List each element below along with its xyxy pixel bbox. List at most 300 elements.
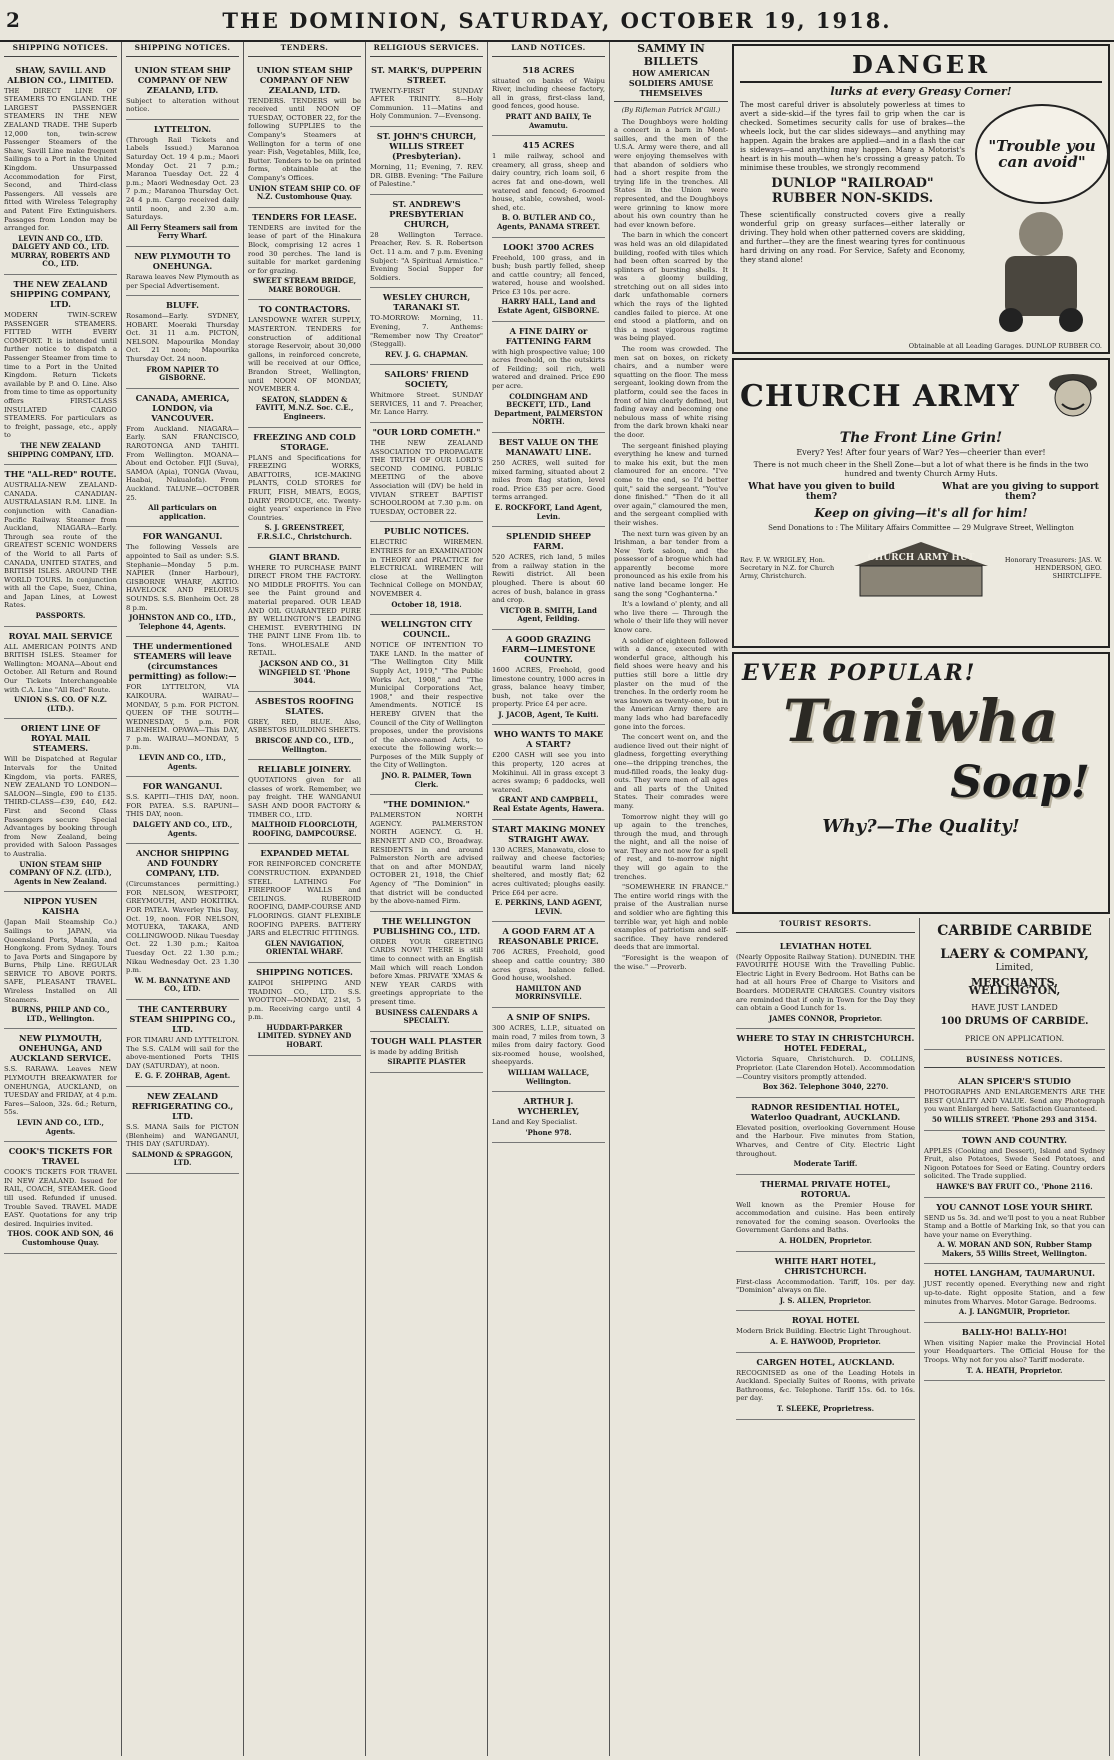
column-story [610, 42, 732, 1756]
ad-body: THE DIRECT LINE OF STEAMERS TO ENGLAND. THE LARGEST PASSENGER STEAMERS IN THE NEW ZEALAND TRADE. THE Superb 12,000 ton, twin-screw Passenger Steamers of the Shaw, Savill Line make frequent Sailings to a Port in the United Kingdom. Unsurpassed Accommodation for First, Second, and Third-class Passengers. All vessels are fitted with Wireless Telegraphy and Patent Fire Extinguishers. Passages from London may be arranged for. [4, 86, 117, 233]
ad-heading: FOR WANGANUI. [142, 781, 223, 792]
church-army-org-right: Honorary Treasurers: JAS. W. HENDERSON, GEO. SHIRTCLIFFE. [1004, 556, 1102, 580]
ad-footer: HUDDART-PARKER LIMITED. SYDNEY AND HOBART. [257, 1022, 352, 1050]
business-body: JUST recently opened. Everything new and right up-to-date. Right opposite Station, and a few minutes from Wharves. Motor Garage. Bedrooms. [924, 1280, 1105, 1306]
soldier-grin-illustration [1044, 364, 1102, 428]
speech-bubble: "Trouble you can avoid" [975, 104, 1109, 204]
business-body: SEND us 5s. 3d. and we'll post to you a neat Rubber Stamp and a Bottle of Marking Ink, so that you can have your name on Everything. [924, 1213, 1105, 1239]
ad-body: FOR TIMARU AND LYTTELTON. The S.S. CALM will sail for the above-mentioned Ports THIS DAY (SATURDAY), at noon. [126, 1035, 239, 1070]
ad-body: MODERN TWIN-SCREW PASSENGER STEAMERS. FITTED WITH EVERY COMFORT. It is intended until further notice to dispatch a Passenger Steamer from time to time to a Port in the United Kingdom. Return Tickets available by P. and O. Line. Also from time to time as opportunity offers FIRST-CLASS INSULATED CARGO STEAMERS. For particulars as to freight, passage, etc., apply to [4, 311, 117, 440]
business-name: YOU CANNOT LOSE YOUR SHIRT. [936, 1201, 1093, 1212]
classified-ad [370, 365, 483, 423]
business-name: TOWN AND COUNTRY. [961, 1134, 1068, 1145]
classified-ad [370, 795, 483, 912]
classified-ad [248, 760, 361, 844]
ad-heading: SAILORS' FRIEND SOCIETY, [384, 369, 469, 390]
business-name: HOTEL LANGHAM, TAUMARUNUI. [933, 1268, 1096, 1279]
classified-ad [248, 548, 361, 692]
classified-ad [4, 719, 117, 892]
ad-footer: BRISCOE AND CO., LTD., Wellington. [255, 736, 354, 754]
ad-heading: GIANT BRAND. [269, 551, 340, 562]
ad-body: TO-MORROW: Morning, 11. Evening, 7. Anthems: "Remember now Thy Creator" (Steggall). [370, 314, 483, 349]
column-tourist-resorts [732, 918, 920, 1756]
ad-footer: GRANT AND CAMPBELL, Real Estate Agents, Hawera. [492, 795, 605, 814]
ad-heading: ST. JOHN'S CHURCH, WILLIS STREET (Presbyterian). [376, 130, 477, 161]
story-paragraph: A soldier of eighteen followed with a dance, executed with wonderful grace, although his field shoes were heavy and his putties still bore a little dry plaster on the mud of the trenches. In the orderly room he was known as twenty-one, but in the American Army there are many lads who had barefacedly gone into the forces. [614, 636, 728, 731]
ad-heading: THE "ALL-RED" ROUTE. [4, 469, 117, 480]
ad-body: 706 ACRES, Freehold, good sheep and cattle country; 380 acres grass, balance felled. Good house, woolshed. [492, 948, 605, 983]
ad-heading: PUBLIC NOTICES. [384, 526, 469, 537]
tourist-resort-ad [736, 1098, 915, 1175]
ad-body: ELECTRIC WIREMEN. ENTRIES for an EXAMINATION in THEORY and PRACTICE for ELECTRICAL WIREMEN will close at the Wellington Technical College on MONDAY, NOVEMBER 4. [370, 538, 483, 598]
classified-ad [248, 61, 361, 208]
taniwha-question: Why?—The Quality! [822, 816, 1020, 837]
ad-heading: ASBESTOS ROOFING SLATES. [255, 695, 354, 716]
classified-ad [370, 288, 483, 365]
resort-name: ROYAL HOTEL [791, 1315, 860, 1326]
business-notice [924, 1198, 1105, 1265]
church-army-donations: Send Donations to : The Military Affairs Committee — 29 Mulgrave Street, Wellington [768, 524, 1074, 532]
classified-ad [126, 777, 239, 844]
ad-body: PLANS and Specifications for FREEZING WORKS, ABATTOIRS, ICE-MAKING PLANTS, COLD STORES for FRUIT, FISH, MEATS, EGGS, DAIRY PRODUCE, etc. Twenty-eight years' experience in Five Countries. [248, 453, 361, 522]
ad-body: GREY, RED, BLUE. Also, ASBESTOS BUILDING SHEETS. [248, 717, 361, 735]
classified-ad [370, 615, 483, 795]
classified-ad [4, 627, 117, 720]
resort-name: LEVIATHAN HOTEL [779, 940, 872, 951]
classified-ad [492, 433, 605, 527]
classified-ad [4, 465, 117, 627]
ad-footer: FROM NAPIER TO GISBORNE. [146, 364, 219, 383]
ad-footer: E. PERKINS, LAND AGENT, LEVIN. [494, 898, 603, 916]
ad-body: £200 CASH will see you into this property, 120 acres at Mokihinui. All in grass except 3 acres swamp; 6 paddocks, well watered. [492, 751, 605, 794]
ad-heading: "THE DOMINION." [383, 799, 470, 810]
ad-heading: RELIABLE JOINERY. [257, 764, 352, 775]
ad-footer: HAMILTON AND MORRINSVILLE. [515, 983, 582, 1002]
ad-heading: FOR WANGANUI. [142, 531, 223, 542]
classified-ad [4, 1029, 117, 1142]
classified-ad [126, 1000, 239, 1087]
ad-body: is made by adding British [370, 1047, 459, 1056]
ad-footer: THOS. COOK AND SON, 46 Customhouse Quay. [7, 1229, 114, 1247]
church-army-slogan: Keep on giving—it's all for him! [814, 506, 1028, 520]
taniwha-product: Soap! [950, 757, 1090, 808]
page-number: 2 [6, 8, 20, 32]
ad-body: 130 ACRES, Manawatu, close to railway and cheese factories; beautiful warm land nicely sheltered, and mostly flat; 62 acres cultivated; ploughs easily. Price £64 per acre. [492, 845, 605, 897]
carbide-drums: 100 DRUMS OF CARBIDE. [940, 1016, 1089, 1028]
ad-body: (Through Rail Tickets and Labels Issued.) Maranoa Saturday Oct. 19 4 p.m.; Maori Monday Oct. 21 7 p.m.; Maranoa Tuesday Oct. 22 4 p.m.; Maori Wednesday Oct. 23 7 p.m.; Maranoa Thursday Oct. 24 4 p.m. Cargo received daily until noon, and 2.30 a.m. Saturdays. [126, 135, 239, 222]
resort-footer: J. S. ALLEN, Proprietor. [779, 1295, 872, 1305]
ad-footer: E. G. F. ZOHRAB, Agent. [134, 1071, 231, 1081]
ad-body: S.S. MANA Sails for PICTON (Blenheim) and WANGANUI, THIS DAY (SATURDAY). [126, 1122, 239, 1149]
ad-heading: ORIENT LINE OF ROYAL MAIL STEAMERS. [20, 723, 101, 754]
church-army-title: CHURCH ARMY [740, 378, 1020, 414]
ad-heading: SHAW, SAVILL AND ALBION CO., LIMITED. [7, 64, 114, 85]
business-heading: BUSINESS NOTICES. [924, 1054, 1105, 1069]
hut-sign: CHURCH ARMY HUT [867, 553, 975, 563]
story-subtitle: HOW AMERICAN SOLDIERS AMUSE THEMSELVES [614, 68, 728, 102]
story-paragraph: The room was crowded. The men sat on boxes, on rickety chairs, and a number were squatting on the floor. The mess sergeant, looking down from the platform, could see the faces in front of him clearly defined, but fading away and becoming one nebulous mass of white rising from the dark brown khaki near the door. [614, 345, 728, 439]
ad-footer: E. ROCKFORT, Land Agent, Levin. [494, 502, 603, 521]
classified-ad [370, 423, 483, 522]
ad-heading: BLUFF. [165, 300, 200, 311]
ad-heading: A GOOD GRAZING FARM—LIMESTONE COUNTRY. [501, 633, 596, 664]
story-paragraph: The next turn was given by an Irishman, a bar tender from a New York saloon, and the possessor of a brogue which had apparently become more pronounced as his exile from his native land became longer. He sang the song "Coghanterna." [614, 529, 728, 598]
ad-footer: UNION STEAM SHIP CO. OF N.Z. Customhouse Quay. [248, 183, 361, 202]
business-body: APPLES (Cooking and Dessert), Island and Sydney Fruit, also Potatoes, Swede Seed Potatoes, and Nigoon Potatoes for Seed or Eating. Country orders solicited. The Trade supplied. [924, 1146, 1105, 1181]
story-title: SAMMY IN BILLETS [637, 42, 705, 68]
ad-footer: LEVIN AND CO., LTD., Agents. [17, 1118, 104, 1136]
church-army-body: There is not much cheer in the Shell Zone—but a lot of what there is he finds in the two hundred and twenty Church Army Huts. [753, 460, 1089, 478]
taniwha-soap-ad [732, 652, 1110, 914]
ad-body: The following Vessels are appointed to Sail as under: S.S. Stephanie—Monday 5 p.m. NAPIER (Inner Harbour), GISBORNE WHARF, AKITIO. HAVELOCK AND PELORUS SOUNDS. S.S. Blenheim Oct. 28 8 p.m. [126, 543, 239, 612]
column-shipping-1 [0, 42, 122, 1756]
column-land-notices [488, 42, 610, 1756]
classified-ad [126, 637, 239, 777]
ad-footer: COLDINGHAM AND BECKETT, LTD., Land Department, PALMERSTON NORTH. [494, 391, 603, 427]
business-notice [924, 1323, 1105, 1381]
resort-footer: Moderate Tariff. [793, 1159, 858, 1169]
classified-ad [4, 892, 117, 1029]
business-footer: A. J. LANGMUIR, Proprietor. [958, 1307, 1071, 1317]
classified-ad [4, 275, 117, 465]
ad-heading: CANADA, AMERICA, LONDON, via VANCOUVER. [135, 392, 230, 423]
church-army-ad [732, 358, 1110, 648]
ad-body: Land and Key Specialist. [492, 1118, 578, 1127]
ad-heading: A GOOD FARM AT A REASONABLE PRICE. [498, 926, 599, 947]
business-body: When visiting Napier make the Provincial Hotel your Headquarters. The Official House for the Troops. Why not for you also? Tariff moderate. [924, 1338, 1105, 1365]
ad-heading: TO CONTRACTORS. [258, 304, 351, 315]
ad-body: Whitmore Street. SUNDAY SERVICES, 11 and 7. Preacher, Mr. Lance Harry. [370, 391, 483, 417]
dunlop-illustration [971, 100, 1102, 340]
ad-body: Subject to alteration without notice. [126, 96, 239, 114]
ad-body: Morning, 11; Evening, 7. REV. DR. GIBB. Evening: "The Failure of Palestine." [370, 162, 483, 189]
business-footer: T. A. HEATH, Proprietor. [966, 1365, 1063, 1375]
story-paragraph: The barn in which the concert was held was an old dilapidated building, roofed with tiles which had been often scarred by the splinters of bursting shells. It was a gloomy building, stretching out on all sides into dark unfathomable corners which the rays of the lighted candles failed to pierce. At one end stood a platform, and on this a most vigorous ragtime was being played. [614, 231, 728, 343]
resort-name: WHERE TO STAY IN CHRISTCHURCH. HOTEL FEDERAL, [736, 1033, 915, 1054]
classified-ad [126, 247, 239, 296]
ad-footer: JNO. R. PALMER, Town Clerk. [381, 771, 472, 789]
business-body: PHOTOGRAPHS AND ENLARGEMENTS ARE THE BEST QUALITY AND VALUE. Send any Photograph you want Enlarged here. Satisfaction Guaranteed. [924, 1088, 1105, 1114]
resort-body: RECOGNISED as one of the Leading Hotels in Auckland. Specially Suites of Rooms, with private Bathrooms, &c. Telephone. Tariff 15s. 6d. to 16s. per day. [736, 1368, 915, 1403]
ad-body: 300 ACRES, L.I.P., situated on main road, 7 miles from town, 3 miles from dairy factory. Good six-roomed house, woolshed, sheepyards. [492, 1023, 605, 1067]
ad-footer: W. M. BANNATYNE AND CO., LTD. [134, 975, 231, 994]
danger-body-text-2: These scientifically constructed covers give a really wonderful grip on greasy surfaces—either laterally or driving. They hold when other patterned covers are skidding, and further—they are the finest wearing tyres for continuous hard driving on any road. For Service, Safety and Economy, they stand alone! [740, 210, 965, 264]
resort-name: CARGEN HOTEL, AUCKLAND. [756, 1356, 895, 1367]
business-notice [924, 1072, 1105, 1130]
story-paragraph: "SOMEWHERE IN FRANCE." The entire world rings with the praise of the Australian nurse and soldier who are fighting this terrible war, yet high and noble examples of patriotism and self-sacrifice. They have rendered deeds that are immortal. [614, 883, 728, 952]
classified-ad [492, 630, 605, 726]
classified-ad [126, 389, 239, 528]
column-religious-public [366, 42, 488, 1756]
danger-body-text: The most careful driver is absolutely powerless at times to avert a side-skid—if the tyres fail to grip when the car is checked. Sometimes security calls for use of brakes—the wheels lock, but the car slides sideways—and anything may happen. Again the brakes are applied—and in a flash the car is sideways—and anything may happen. Many a Motorist's heart is in his mouth—when he's crossing a greasy patch. To minimise these troubles, we strongly recommend [740, 100, 965, 172]
resort-body: (Nearly Opposite Railway Station). DUNEDIN. THE FAVOURITE HOUSE With the Travelling Public. Electric Light in Every Bedroom. Hot Baths can be had at all hours Free of Charge to Visitors and Boarders. MODERATE CHARGES. Country visitors are reminded that if only in Town for the Day they can obtain a Good Lunch for 1s. [736, 952, 915, 1013]
hut-illustration [846, 536, 996, 600]
classified-ad [492, 922, 605, 1008]
ad-body: KAIPOI SHIPPING AND TRADING CO., LTD. S.S. WOOTTON—MONDAY, 21st, 5 p.m. Receiving cargo until 4 p.m. [248, 978, 361, 1022]
ad-heading: TOUGH WALL PLASTER [371, 1035, 482, 1046]
tourist-resort-ad [736, 1175, 915, 1252]
ad-body: Will be Dispatched at Regular Intervals for the United Kingdom, via ports. FARES, NEW ZEALAND TO LONDON—SALOON—Single, £90 to £135. THIRD-CLASS—£39, £40, £42. First and Second Class Passengers secure Special Advantages by booking through from New Zealand, being provided with Saloon Passages to Australia. [4, 755, 117, 858]
ad-body: with high prospective value; 100 acres freehold, on the outskirts of Feilding; soil rich, well watered and drained. Price £90 per acre. [492, 347, 605, 391]
classified-ad [126, 1087, 239, 1174]
church-army-left-q: What have you given to build them? [748, 482, 895, 502]
classified-ad [4, 1142, 117, 1253]
tourist-resort-ad [736, 1353, 915, 1420]
dunlop-danger-ad [732, 44, 1110, 354]
resort-footer: JAMES CONNOR, Proprietor. [768, 1013, 883, 1023]
column-shipping-2 [122, 42, 244, 1756]
tourist-heading: TOURIST RESORTS. [736, 918, 915, 933]
ad-footer: GLEN NAVIGATION, ORIENTAL WHARF. [264, 938, 345, 957]
column-heading: SHIPPING NOTICES. [4, 42, 117, 57]
danger-subtitle: lurks at every Greasy Corner! [830, 85, 1012, 98]
ad-body: TENDERS are invited for the lease of part of the Hinakura Block, comprising 12 acres 1 rood 30 perches. The land is suitable for market gardening or for grazing. [248, 223, 361, 275]
resort-body: Modern Brick Building. Electric Light Throughout. [736, 1327, 912, 1336]
ad-heading: ROYAL MAIL SERVICE [8, 630, 113, 641]
ad-footer: DALGETY AND CO., LTD., Agents. [132, 820, 233, 838]
ad-body: S.S. KAPITI—THIS DAY, noon. FOR PATEA. S.S. RAPUNI—THIS DAY, noon. [126, 793, 239, 819]
column-heading: TENDERS. [248, 42, 361, 57]
ad-body: PALMERSTON NORTH AGENCY. PALMERSTON NORTH AGENCY. G. H. BENNETT AND CO., Broadway. RESIDENTS in and around Palmerston North are advised that on and after MONDAY, OCTOBER 21, 1918, the Chief Agency of "The Dominion" in that district will be conducted by the above-named Firm. [370, 811, 483, 906]
resort-body: First-class Accommodation. Tariff, 10s. per day. "Dominion" always on file. [736, 1277, 915, 1295]
ad-footer: JACKSON AND CO., 31 WINGFIELD ST. 'Phone 3044. [258, 659, 351, 686]
story-paragraph: The Doughboys were holding a concert in a barn in Mont-sailles, and the men of the U.S.A. Army were there, and all were enjoying themselves with that abandon of soldiers who had a short respite from the trying life in the trenches. All States in the Union were represented, and the Doughboys were grinning to know more about his own country than he had ever known before. [614, 117, 728, 229]
ad-footer: UNION STEAM SHIP COMPANY OF N.Z. (LTD.), Agents in New Zealand. [9, 859, 112, 886]
ad-footer: MALTHOID FLOORCLOTH, ROOFING, DAMPCOURSE. [251, 820, 358, 838]
ad-body: TWENTY-FIRST SUNDAY AFTER TRINITY. 8—Holy Communion. 11—Matins and Holy Communion. 7—Evensong. [370, 86, 483, 121]
classified-ad [370, 61, 483, 127]
ad-footer: SIRAPITE PLASTER [387, 1057, 466, 1067]
business-name: ALAN SPICER'S STUDIO [958, 1076, 1071, 1087]
classified-ad [370, 522, 483, 615]
tourist-resort-ad [736, 1029, 915, 1097]
business-notice [924, 1131, 1105, 1198]
business-list [924, 1072, 1105, 1381]
newspaper-title: THE DOMINION, SATURDAY, OCTOBER 19, 1918. [222, 8, 892, 33]
ad-footer: BURNS, PHILP AND CO., LTD., Wellington. [11, 1005, 110, 1023]
classified-ad [492, 725, 605, 819]
ad-heading: LOOK! 3700 ACRES [502, 241, 595, 252]
ad-body: ORDER YOUR GREETING CARDS NOW! THERE is still time to connect with an English Mail which will reach London before Xmas. PRIVATE 'XMAS & NEW YEAR CARDS with greetings appropriate to the present time. [370, 937, 483, 1006]
classified-ad [492, 61, 605, 137]
ad-body: LANSDOWNE WATER SUPPLY, MASTERTON. TENDERS for construction of additional storage Reservoir, about 30,000 gallons, in reinforced concrete, will be received at our Office, Brandon Street, Wellington, until NOON OF MONDAY, NOVEMBER 4. [248, 316, 361, 394]
ad-heading: NIPPON YUSEN KAISHA [23, 896, 98, 917]
ad-heading: SHIPPING NOTICES. [256, 966, 353, 977]
story-paragraph: Tomorrow night they will go up again to the trenches, through the mud, and through the night, and all the noise of war. They are not now for a spell of rest, and to-morrow night they will go again to the trenches. [614, 812, 728, 881]
ad-body: THE NEW ZEALAND ASSOCIATION TO PROPAGATE THE TRUTH OF OUR LORD'S SECOND COMING. PUBLIC MEETING of the above Association will (DV) be held in VIVIAN STREET BAPTIST SCHOOLROOM at 7.30 p.m. on TUESDAY, OCTOBER 22. [370, 439, 483, 516]
ad-heading: UNION STEAM SHIP COMPANY OF NEW ZEALAND, LTD. [256, 64, 353, 95]
ad-footer: BUSINESS CALENDARS A SPECIALTY. [375, 1007, 478, 1026]
ad-footer: SEATON, SLADDEN & FAVITT, M.N.Z. Soc. C.E., Engineers. [255, 394, 354, 421]
classified-ad [126, 844, 239, 1000]
classified-ad [248, 208, 361, 301]
column-tenders [244, 42, 366, 1756]
classified-ad [370, 912, 483, 1032]
taniwha-brand: Taniwha [782, 687, 1060, 755]
resort-body: Elevated position, overlooking Government House and the Harbour. Five minutes from Station, Wharves, and Centre of City. Electric Light throughout. [736, 1123, 915, 1158]
ad-heading: WELLINGTON CITY COUNCIL. [380, 619, 473, 640]
ad-body: 1600 ACRES, Freehold, good limestone country, 1000 acres in grass, balance heavy timber, bush, not take over the property. Price £4 per acre. [492, 665, 605, 709]
column-heading: LAND NOTICES. [492, 42, 605, 57]
ad-heading: A SNIP OF SNIPS. [506, 1011, 591, 1022]
danger-foot: Obtainable at all Leading Garages. DUNLOP RUBBER CO. [908, 342, 1102, 350]
ad-footer: PASSPORTS. [35, 611, 86, 621]
classified-ad [492, 820, 605, 923]
ad-heading: NEW ZEALAND REFRIGERATING CO., LTD. [131, 1090, 234, 1121]
classified-ad [492, 1092, 605, 1143]
ad-footer: October 18, 1918. [391, 599, 462, 609]
taniwha-top: EVER POPULAR! [742, 660, 977, 686]
story-paragraph: The sergeant finished playing everything he knew and turned to make his exit, but the men clamoured for an encore. "I've come to the end, so I'd better quit," said the sergeant. "You've done finished." "Then do it all over again," clamoured the men, and the sergeant complied with their wishes. [614, 441, 728, 527]
story-paragraph: The concert went on, and the audience lived out their night of gladness, forgetting everything one—the dripping trenches, the mud-filled roads, the leaky dug-outs. They were men of all ages and all parts of the United States. Their comrades were many. [614, 733, 728, 810]
resort-name: WHITE HART HOTEL, CHRISTCHURCH. [774, 1255, 877, 1276]
ad-footer: All Ferry Steamers sail from Ferry Wharf. [127, 222, 238, 241]
ad-footer: J. JACOB, Agent, Te Kuiti. [498, 709, 599, 719]
ad-heading: START MAKING MONEY STRAIGHT AWAY. [492, 823, 605, 844]
ad-heading: BEST VALUE ON THE MANAWATU LINE. [498, 437, 599, 457]
resort-footer: A. E. HAYWOOD, Proprietor. [770, 1337, 881, 1347]
resort-body: Victoria Square, Christchurch. D. COLLINS, Proprietor. (Late Clarendon Hotel). Accommodation—Country visitors promptly attended. [736, 1055, 915, 1081]
classified-ad [248, 300, 361, 427]
ad-heading: WESLEY CHURCH, TARANAKI ST. [382, 292, 471, 313]
ad-heading: NEW PLYMOUTH, ONEHUNGA, AND AUCKLAND SERVICE. [9, 1033, 112, 1064]
ad-body: COOK'S TICKETS FOR TRAVEL IN NEW ZEALAND. Issued for RAIL, COACH, STEAMER. Good till used. Refunded if unused. Trouble Saved. TRAVEL MADE EASY. Quotations for any trip desired. Inquiries invited. [4, 1168, 117, 1228]
ad-body: WHERE TO PURCHASE PAINT DIRECT FROM THE FACTORY. NO MIDDLE PROFITS. You can see the Paint ground and material prepared. OUR LEAD AND OIL GUARANTEED PURE BY WELLINGTON'S LEADING CHEMIST. EVERYTHING IN THE PAINT LINE From 1lb. to Tons. WHOLESALE AND RETAIL. [248, 563, 361, 658]
ad-heading: 415 ACRES [522, 140, 575, 151]
danger-body [740, 100, 965, 340]
ad-footer: LEVIN AND CO., LTD. DALGETY AND CO., LTD. MURRAY, ROBERTS AND CO., LTD. [10, 233, 110, 269]
ad-body: Freehold, 100 grass, and in bush; bush partly felled, sheep and cattle country; all fenced, watered, house and woolshed. Price £3 10s. per acre. [492, 253, 605, 296]
ad-heading: LYTTELTON. [153, 123, 212, 134]
tourist-resort-ad [736, 1252, 915, 1312]
dunlop-brand: DUNLOP "RAILROAD" RUBBER NON-SKIDS. [771, 176, 934, 206]
classified-ad [4, 61, 117, 275]
ad-heading: "OUR LORD COMETH." [372, 427, 481, 438]
business-name: BALLY-HO! BALLY-HO! [961, 1326, 1068, 1337]
ad-heading: ANCHOR SHIPPING AND FOUNDRY COMPANY, LTD. [136, 848, 229, 879]
ad-body: TENDERS. TENDERS will be received until NOON OF TUESDAY, OCTOBER 22, for the following SUPPLIES to the Company's Steamers at Wellington for a term of one year: Fish, Vegetables, Milk, Ice, Butter. Tenders to be on printed forms, obtainable at the Company's Offices. [248, 96, 361, 182]
ad-heading: A FINE DAIRY or FATTENING FARM [505, 325, 592, 346]
masthead [0, 0, 1114, 42]
ad-body: Rarawa leaves New Plymouth as per Special Advertisement. [126, 272, 239, 290]
ad-body: AUSTRALIA-NEW ZEALAND-CANADA. CANADIAN-AUSTRALASIAN R.M. LINE. In conjunction with Canadian-Pacific Railway. Steamer from Auckland, NIAGARA—Early. Through sea route of the GREATEST SCENIC WONDERS of the World to all Parts of CANADA, UNITED STATES, and BRITISH ISLES. AROUND THE WORLD TOURS. In conjunction with all the Cape, Suez, China, and Japan Lines, at Lowest Rates. [4, 481, 117, 610]
ad-body: ALL AMERICAN POINTS AND BRITISH ISLES. Steamer for Wellington: MOANA—About end October. All Return and Round Our Tickets Interchangeable with C.A. Line "All Red" Route. [4, 642, 117, 694]
resort-body: Well known as the Premier House for accommodation and cuisine. Has been entirely renovated for the coming season. Overlooks the Government Gardens and Baths. [736, 1200, 915, 1235]
ad-heading: ST. ANDREW'S PRESBYTERIAN CHURCH, [389, 198, 464, 229]
classified-ad [492, 1008, 605, 1092]
resort-footer: Box 362. Telephone 3040, 2270. [762, 1082, 889, 1092]
carbide-title: CARBIDE CARBIDE [937, 923, 1092, 939]
resort-footer: A. HOLDEN, Proprietor. [779, 1236, 872, 1246]
business-footer: 50 WILLIS STREET. 'Phone 293 and 3154. [932, 1114, 1097, 1124]
ad-footer: REV. J. G. CHAPMAN. [385, 349, 468, 359]
ad-body: (Japan Mail Steamship Co.) Sailings to JAPAN, via Queensland Ports, Manila, and Hongkong. From Sydney. Tours to Java Ports and Singapore by Burns, Philp Line. REGULAR SERVICE TO ABOVE PORTS. SAFE, PLEASANT TRAVEL. Wireless Installed on All Steamers. [4, 918, 117, 1004]
ad-heading: EXPANDED METAL [260, 848, 349, 859]
ad-footer: 'Phone 978. [525, 1127, 572, 1137]
ad-body: situated on banks of Waipu River, including cheese factory, all in grass, first-class land, good fences, good house. [492, 76, 605, 111]
church-army-right-q: What are you giving to support them? [942, 482, 1099, 502]
motorist-illustration [971, 204, 1111, 334]
ad-footer: S. J. GREENSTREET, F.R.S.I.C., Christchurch. [257, 523, 352, 541]
ad-heading: ARTHUR J. WYCHERLEY, [517, 1096, 580, 1117]
classified-ad [492, 136, 605, 237]
ad-heading: WHO WANTS TO MAKE A START? [493, 729, 604, 750]
classified-ad [370, 127, 483, 195]
ad-footer: PRATT AND BAILY, Te Awamutu. [505, 111, 592, 130]
resort-name: RADNOR RESIDENTIAL HOTEL, Waterloo Quadrant, AUCKLAND. [750, 1101, 901, 1122]
ad-body: S.S. RARAWA. Leaves NEW PLYMOUTH BREAKWATER for ONEHUNGA, AUCKLAND, on TUESDAY and FRIDAY, at 4 p.m. Fares—Saloon, 32s. 6d.; Return, 55s. [4, 1065, 117, 1117]
ad-footer: THE NEW ZEALAND SHIPPING COMPANY, LTD. [7, 440, 114, 459]
ad-body: QUOTATIONS given for all classes of work. Remember, we pay freight. THE WANGANUI SASH AND DOOR FACTORY & TIMBER CO., LTD. [248, 776, 361, 819]
ad-footer: SWEET STREAM BRIDGE, MARE BOROUGH. [252, 276, 357, 294]
ad-footer: LEVIN AND CO., LTD., Agents. [139, 753, 226, 771]
business-footer: A. W. MORAN AND SON, Rubber Stamp Makers, 55 Willis Street, Wellington. [937, 1240, 1092, 1258]
classified-ad [126, 296, 239, 389]
classified-ad [248, 692, 361, 760]
story-byline: (By Rifleman Patrick M'Gill.) [621, 106, 721, 114]
classified-ad [248, 844, 361, 963]
tourist-resort-ad [736, 1311, 915, 1352]
classified-ad [370, 1032, 483, 1073]
ad-footer: UNION S.S. CO. OF N.Z. (LTD.). [13, 695, 108, 713]
carbide-body: HAVE JUST LANDED [971, 1002, 1058, 1012]
carbide-limited: Limited, [995, 963, 1034, 973]
ad-heading: NEW PLYMOUTH TO ONEHUNGA. [134, 250, 231, 271]
ad-body: (Circumstances permitting.) FOR NELSON, WESTPORT, GREYMOUTH, AND HOKITIKA. FOR PATEA. Waverley This Day, Oct. 19, noon. FOR NELSON, MOTUEKA, TAKAKA, AND COLLINGWOOD. Nikau Tuesday Oct. 22 1.30 p.m.; Kaitoa Tuesday Oct. 22 1.30 p.m.; Nikau Wednesday Oct. 23 1.30 p.m. [126, 880, 240, 975]
column-heading: SHIPPING NOTICES. [126, 42, 239, 57]
carbide-foot: PRICE ON APPLICATION. [964, 1033, 1065, 1043]
church-army-tagline: The Front Line Grin! [839, 430, 1003, 446]
ad-body: 520 ACRES, rich land, 5 miles from a railway station in the Rewiti district. All been ploughed. There is about 60 acres of bush, balance in grass and crop. [492, 553, 605, 605]
story-paragraph: It's a lowland o' plenty, and all who live there — Through the whole o' their life they will never know care. [614, 600, 728, 635]
ad-body: 28 Wellington Terrace. Preacher, Rev. S. R. Robertson Oct. 11 a.m. and 7 p.m. Evening Subject: "A Spiritual Armistice." Evening Social Supper for Soldiers. [370, 230, 483, 282]
ad-heading: 518 ACRES [522, 64, 575, 75]
ad-footer: JOHNSTON AND CO., LTD., Telephone 44, Agents. [129, 613, 236, 631]
ad-body: 1 mile railway, school and creamery, all grass, sheep and dairy country, rich loam soil, 6 acres fat and one-down, well watered and fenced; 6-roomed house, stable, cowshed, wool-shed, etc. [492, 152, 605, 212]
ad-footer: VICTOR B. SMITH, Land Agent, Feilding. [500, 605, 597, 624]
ad-footer: B. O. BUTLER AND CO., Agents, PANAMA STREET. [496, 213, 601, 231]
ad-body: FOR LYTTELTON, VIA KAIKOURA. WAIRAU—MONDAY, 5 p.m. FOR PICTON. QUEEN OF THE SOUTH—WEDNESDAY, 5 p.m. FOR BLENHEIM. OPAWA—This DAY, 7 p.m. WAIRAU—MONDAY, 5 p.m. [126, 683, 239, 752]
column-carbide-business [920, 918, 1110, 1756]
ad-body: FOR REINFORCED CONCRETE CONSTRUCTION. EXPANDED STEEL LATHING For FIREPROOF WALLS and CEILINGS. RUBEROID ROOFING, DAMP-COURSE AND FLOORINGS. GIANT FLEXIBLE ROOFING PAPERS. BATTERY JARS and ELECTRIC FITTINGS. [248, 860, 361, 938]
business-footer: HAWKE'S BAY FRUIT CO., 'Phone 2116. [936, 1181, 1093, 1191]
ad-body: From Auckland. NIAGARA—Early. SAN FRANCISCO, RAROTONGA AND TAHITI. From Wellington. MOANA—About end October. FIJI (Suva), SAMOA (Apia), TONGA (Vavau, Haabai, Nukualofa). From Auckland. TALUNE—OCTOBER 25. [126, 424, 239, 502]
classified-ad [126, 120, 239, 247]
classified-ad [126, 527, 239, 637]
classified-ad [126, 61, 239, 120]
ad-heading: THE WELLINGTON PUBLISHING CO., LTD. [372, 915, 481, 936]
ad-heading: THE NEW ZEALAND SHIPPING COMPANY, LTD. [10, 279, 111, 310]
ad-heading: ST. MARK'S, DUPPERIN STREET. [371, 64, 482, 85]
ad-body: NOTICE OF INTENTION TO TAKE LAND. In the matter of "The Wellington City Milk Supply Act, 1919," "The Public Works Act, 1908," and "The Municipal Corporations Act, 1908," and their respective Amendments. NOTICE IS HEREBY GIVEN that the Council of the City of Wellington proposes, under the provisions of the above-named Acts, to execute the following work:—Purposes of the Milk Supply of the City of Wellington. [370, 641, 483, 770]
ad-heading: FREEZING AND COLD STORAGE. [253, 431, 356, 452]
carbide-city: MERCHANTS, WELLINGTON, [968, 975, 1061, 998]
church-army-org-left: Rev. F. W. WRIGLEY, Hon. Secretary in N.Z. for Church Army, Christchurch. [740, 556, 835, 580]
column-heading: RELIGIOUS SERVICES. [370, 42, 483, 57]
tourist-resort-ad [736, 937, 915, 1030]
ad-footer: HARRY HALL, Land and Estate Agent, GISBORNE. [497, 297, 600, 316]
ad-footer: SALMOND & SPRAGGON, LTD. [132, 1149, 233, 1168]
ad-heading: THE CANTERBURY STEAM SHIPPING CO., LTD. [129, 1003, 236, 1034]
classified-ad [492, 238, 605, 322]
ad-body: 250 ACRES, well suited for mixed farming, situated about 2 miles from flag station, level road. Price £35 per acre. Good terms arranged. [492, 459, 605, 502]
ad-footer: WILLIAM WALLACE, Wellington. [507, 1067, 590, 1086]
tourist-list [736, 937, 915, 1420]
ad-heading: TENDERS FOR LEASE. [252, 211, 357, 222]
church-army-question: Every? Yes! After four years of War? Yes—cheerier than ever! [796, 448, 1046, 457]
ad-body: Rosamond—Early. SYDNEY, HOBART. Moeraki Thursday Oct. 31 11 a.m. PICTON, NELSON. Mapourika Monday Oct. 21 noon; Mapourika Thursday Oct. 24 noon. [126, 312, 239, 364]
business-notice [924, 1264, 1105, 1322]
